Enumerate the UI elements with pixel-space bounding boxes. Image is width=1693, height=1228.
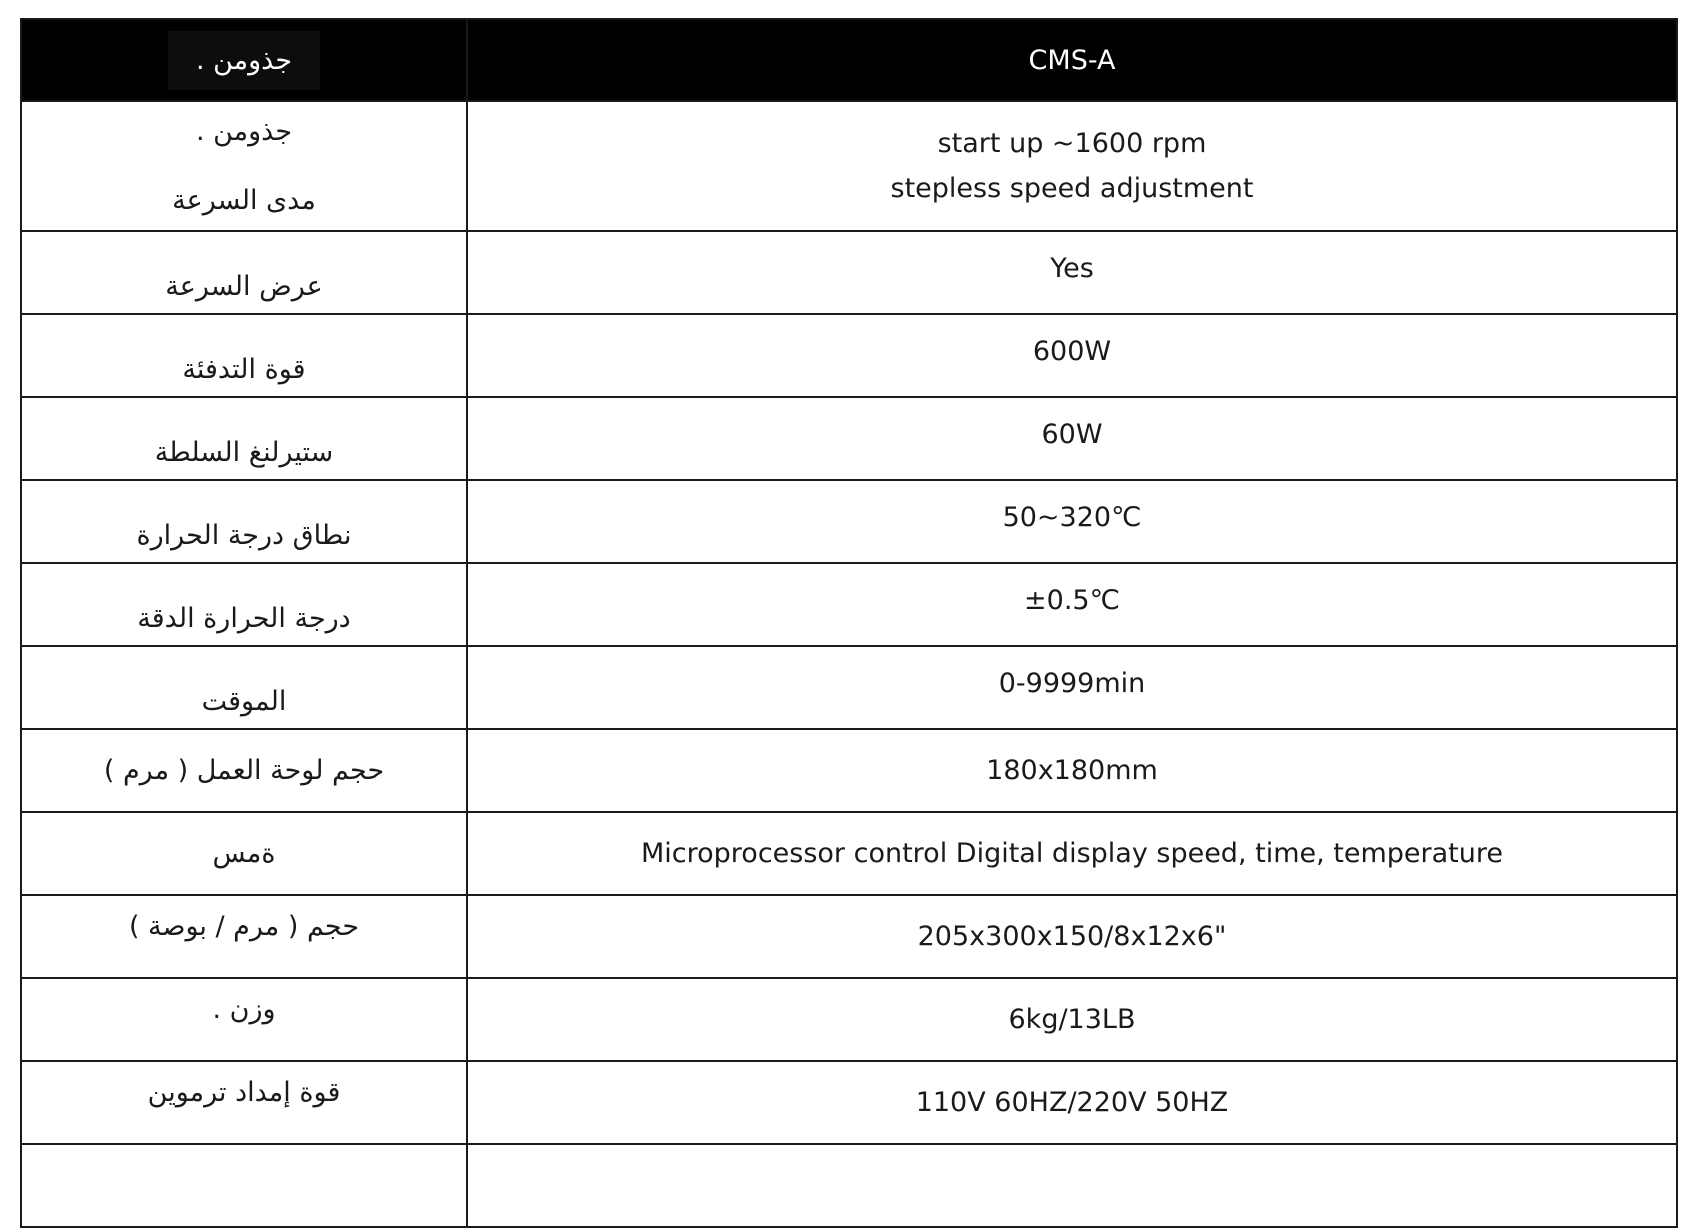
row-value-cell — [467, 480, 1677, 563]
row-value: Microprocessor control Digital display speed, time, temperature — [640, 838, 1503, 869]
table-row — [21, 1061, 1677, 1144]
row-value-line: start up ~1600 rpm — [937, 128, 1207, 159]
table-row — [21, 231, 1677, 314]
table-row — [21, 729, 1677, 812]
row-label: نطاق درجة الحرارة — [136, 520, 352, 551]
row-value-cell — [467, 231, 1677, 314]
row-label-cell — [21, 729, 467, 812]
row-value: 6kg/13LB — [1008, 1004, 1136, 1035]
table-row — [21, 812, 1677, 895]
row-label-cell — [21, 895, 467, 978]
table-row — [21, 101, 1677, 231]
row-value: Yes — [1050, 253, 1094, 284]
row-label: عرض السرعة — [165, 271, 323, 302]
table-row — [21, 895, 1677, 978]
table-row — [21, 480, 1677, 563]
row-value-cell — [467, 101, 1677, 231]
row-label: قوة التدفئة — [182, 354, 306, 385]
table-header-row — [21, 19, 1677, 101]
row-label: الموقت — [201, 686, 287, 717]
table-row — [21, 563, 1677, 646]
row-label: حجم لوحة العمل ( مرم ) — [103, 755, 385, 786]
row-label-cell — [21, 812, 467, 895]
row-value-cell — [467, 646, 1677, 729]
header-label: جذومن . — [168, 31, 320, 90]
header-label-cell — [21, 19, 467, 101]
row-value: 60W — [1041, 419, 1103, 450]
row-label: ةمس — [212, 838, 276, 869]
row-label: درجة الحرارة الدقة — [137, 603, 351, 634]
row-label-cell — [21, 231, 467, 314]
row-value-cell — [467, 729, 1677, 812]
table-row — [21, 646, 1677, 729]
row-label: قوة إمداد ترموين — [147, 1077, 341, 1108]
row-label-cell — [21, 563, 467, 646]
row-value-line: stepless speed adjustment — [890, 173, 1254, 204]
table-row — [21, 314, 1677, 397]
row-value-cell — [467, 812, 1677, 895]
row-value-cell — [467, 563, 1677, 646]
row-value: 110V 60HZ/220V 50HZ — [915, 1087, 1229, 1118]
row-value-cell — [467, 397, 1677, 480]
row-value-cell — [467, 314, 1677, 397]
row-value: 205x300x150/8x12x6" — [917, 921, 1227, 952]
row-label-top: جذومن . — [195, 116, 293, 147]
spec-table — [20, 18, 1678, 1228]
table-row — [21, 1144, 1677, 1227]
row-label-cell — [21, 480, 467, 563]
row-value: 600W — [1032, 336, 1112, 367]
table-row — [21, 397, 1677, 480]
row-value: 180x180mm — [986, 755, 1158, 786]
row-value-cell — [467, 1061, 1677, 1144]
row-label: ستيرلنغ السلطة — [154, 437, 334, 468]
row-value: 50~320℃ — [1002, 502, 1142, 533]
row-value-cell — [467, 978, 1677, 1061]
row-value-cell — [467, 895, 1677, 978]
row-label-cell — [21, 1144, 467, 1227]
row-label-cell — [21, 101, 467, 231]
row-value: 0-9999min — [998, 668, 1146, 699]
row-label: مدى السرعة — [172, 185, 316, 216]
row-value-cell — [467, 1144, 1677, 1227]
row-label-cell — [21, 1061, 467, 1144]
row-label-cell — [21, 978, 467, 1061]
row-label-cell — [21, 397, 467, 480]
row-label-cell — [21, 314, 467, 397]
header-value-cell: CMS-A — [467, 19, 1677, 101]
row-label: حجم ( مرم / بوصة ) — [128, 911, 360, 942]
row-value: ±0.5℃ — [1024, 585, 1120, 616]
row-label-cell — [21, 646, 467, 729]
row-label: وزن . — [212, 994, 276, 1025]
table-row — [21, 978, 1677, 1061]
